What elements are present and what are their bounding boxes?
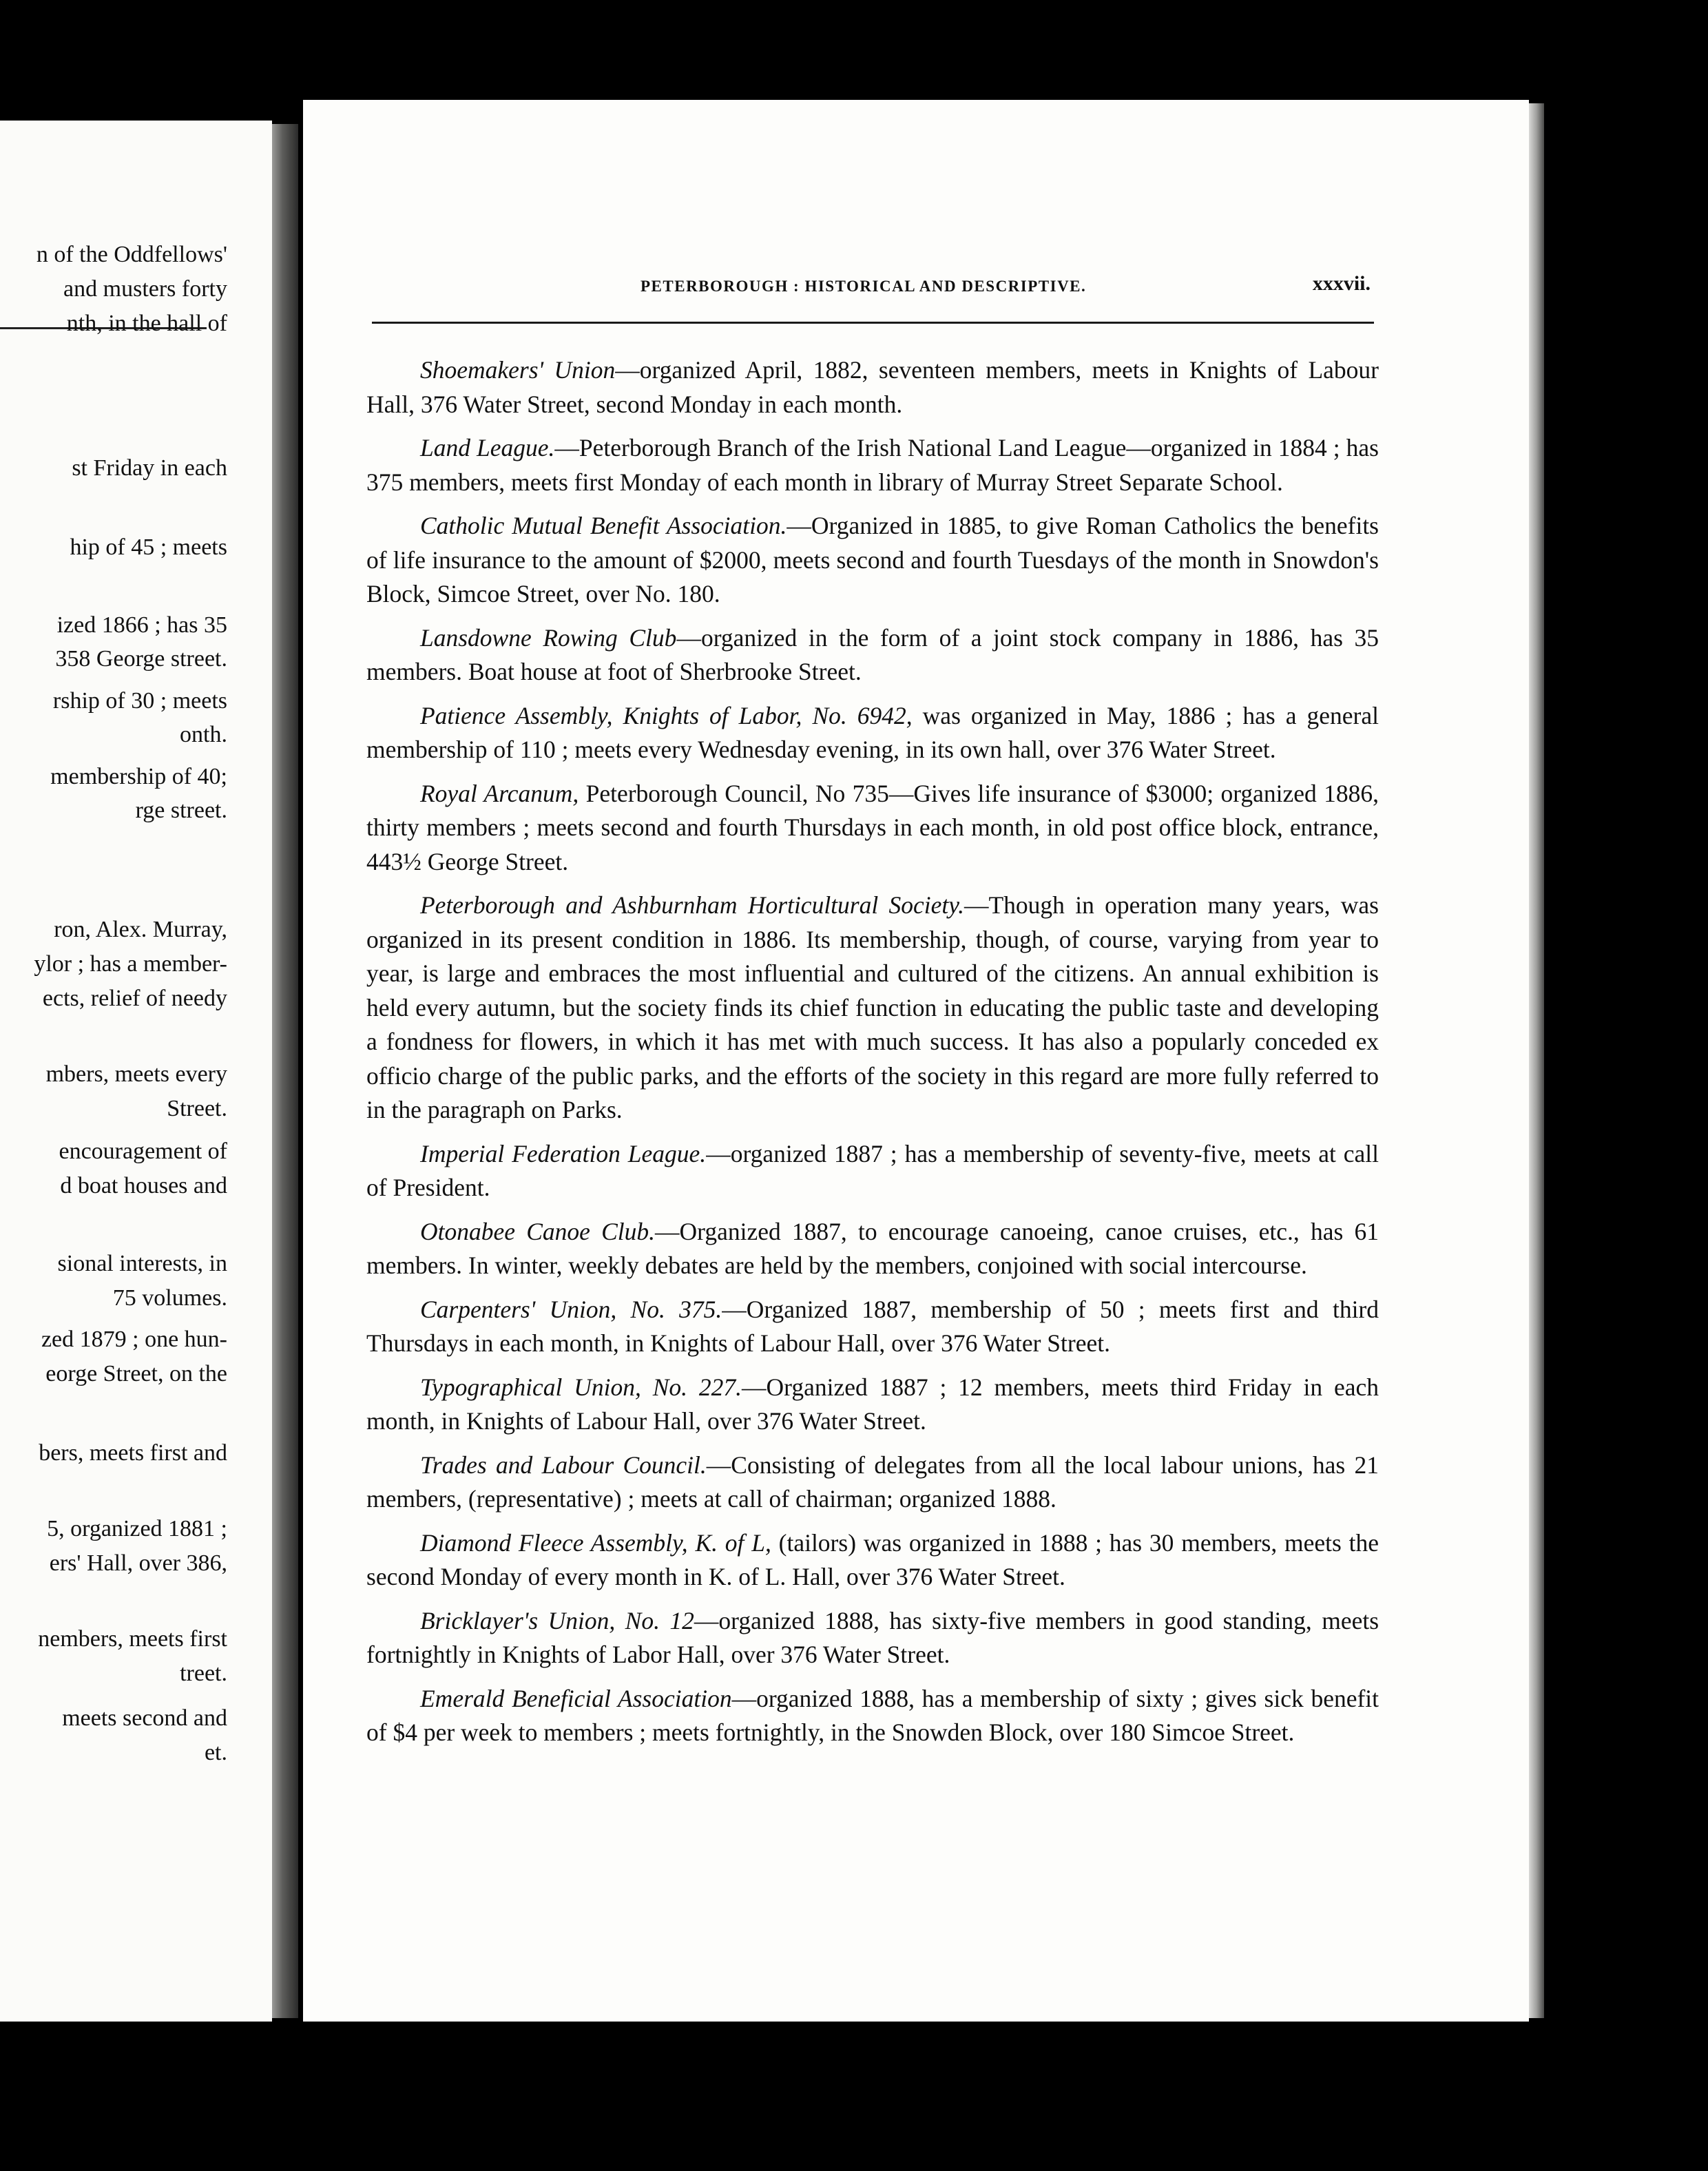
entry-title: Typographical Union, No. 227. [420, 1373, 742, 1401]
entry-text: —Consisting of delegates from all the local labour unions, has 21 members, (representative) ; meets at call of chairman; organized 1888. [366, 1451, 1379, 1513]
previous-page-line: mbers, meets every [45, 1061, 227, 1087]
previous-page-line: n of the Oddfellows' [36, 242, 227, 267]
previous-page-line: ylor ; has a member- [34, 951, 227, 977]
previous-page-line: zed 1879 ; one hun- [41, 1327, 227, 1352]
page-edge [1529, 103, 1544, 2018]
entry-title: Lansdowne Rowing Club [420, 623, 677, 652]
entry-title: Trades and Labour Council. [420, 1451, 707, 1479]
entry-paragraph [366, 777, 1379, 880]
previous-page-line: 358 George street. [55, 646, 227, 672]
entry-text: —Organized in 1885, to give Roman Catholics the benefits of life insurance to the amount of $2000, meets second and fourth Tuesdays of the month in Snowdon's Block, Simcoe Street, over No. 180. [366, 512, 1379, 607]
entry-title: Catholic Mutual Benefit Association. [420, 512, 787, 539]
previous-page-line: nembers, meets first [38, 1626, 227, 1652]
entry-text: —Organized 1887 ; 12 members, meets third Friday in each month, in Knights of Labour Hall, over 376 Water Street. [366, 1373, 1379, 1435]
entry-paragraph [366, 1215, 1379, 1283]
previous-page-line: 5, organized 1881 ; [47, 1516, 227, 1541]
entry-paragraph [366, 1604, 1379, 1672]
previous-page-line: rge street. [135, 798, 227, 823]
page-body [366, 353, 1379, 1760]
entry-text: —organized in the form of a joint stock company in 1886, has 35 members. Boat house at foot of Sherbrooke Street. [366, 623, 1379, 685]
entry-text: —Peterborough Branch of the Irish National Land League—organized in 1884 ; has 375 members, meets first Monday of each month in library of Murray Street Separate School. [366, 434, 1379, 496]
entry-text: (tailors) was organized in 1888 ; has 30 members, meets the second Monday of every month in K. of L. Hall, over 376 Water Street. [366, 1528, 1379, 1590]
previous-page-line: hip of 45 ; meets [70, 534, 227, 560]
entry-title: Imperial Federation League. [420, 1139, 707, 1167]
previous-page-line: and musters forty [63, 276, 227, 302]
entry-text: —organized April, 1882, seventeen members, meets in Knights of Labour Hall, 376 Water Street, second Monday in each month. [366, 356, 1379, 418]
previous-page-line: et. [204, 1740, 227, 1765]
previous-page-line: meets second and [62, 1705, 227, 1731]
entry-title: Emerald Beneficial Association [420, 1684, 732, 1712]
previous-page-line: 75 volumes. [112, 1285, 227, 1311]
previous-page-line: rship of 30 ; meets [52, 688, 227, 714]
entry-paragraph [366, 1682, 1379, 1750]
header-rule [372, 322, 1374, 324]
entry-title: Patience Assembly, Knights of Labor, No. 6942, [420, 701, 913, 729]
entry-paragraph [366, 889, 1379, 1128]
previous-page-line: d boat houses and [60, 1173, 227, 1198]
entry-paragraph [366, 353, 1379, 422]
entry-paragraph [366, 1448, 1379, 1517]
previous-page-line: ized 1866 ; has 35 [56, 612, 227, 638]
entry-title: Otonabee Canoe Club. [420, 1217, 656, 1245]
book-page [303, 100, 1529, 2022]
page-header [303, 272, 1529, 305]
previous-page-line: bers, meets first and [39, 1440, 227, 1466]
running-head: PETERBOROUGH : HISTORICAL AND DESCRIPTIVE. [640, 278, 1087, 295]
entry-paragraph [366, 1137, 1379, 1205]
entry-text: —Though in operation many years, was organized in its present condition in 1886. Its membership, though, of course, varying from year to year, is large and embraces the most influential and cultured of the citizens. An annual exhibition is held every autumn, but the society finds its chief function in educating the public taste and developing a fondness for flowers, in which it has met with much success. It has also a popularly conceded ex officio charge of the public parks, and the efforts of the society in this regard are more fully referred to in the paragraph on Parks. [366, 891, 1379, 1123]
entry-title: Bricklayer's Union, No. 12 [420, 1606, 694, 1634]
entry-text: was organized in May, 1886 ; has a general membership of 110 ; meets every Wednesday evening, in its own hall, over 376 Water Street. [366, 701, 1379, 763]
book-gutter [272, 124, 298, 2018]
previous-page-line: ron, Alex. Murray, [54, 917, 227, 942]
previous-page-line: nth, in the hall of [66, 311, 227, 336]
entry-title: Carpenters' Union, No. 375. [420, 1295, 722, 1323]
entry-paragraph [366, 621, 1379, 689]
entry-paragraph [366, 431, 1379, 499]
entry-paragraph [366, 1371, 1379, 1439]
entry-title: Land League. [420, 434, 555, 461]
entry-text: —Organized 1887, membership of 50 ; meets first and third Thursdays in each month, in Knights of Labour Hall, over 376 Water Street. [366, 1295, 1379, 1357]
entry-text: —organized 1888, has a membership of sixty ; gives sick benefit of $4 per week to members ; meets fortnightly, in the Snowden Block, over 180 Simcoe Street. [366, 1684, 1379, 1746]
entry-title: Royal Arcanum, [420, 779, 579, 807]
entry-paragraph [366, 699, 1379, 767]
previous-page-line: membership of 40; [50, 764, 227, 789]
previous-page-line: onth. [180, 722, 227, 747]
previous-page-line: Street. [167, 1096, 227, 1121]
entry-paragraph [366, 509, 1379, 612]
entry-title: Shoemakers' Union [420, 356, 616, 384]
entry-text: Peterborough Council, No 735—Gives life insurance of $3000; organized 1886, thirty members ; meets second and fourth Thursdays in each month, in old post office block, entrance, 443½ George Street. [366, 779, 1379, 875]
previous-page-line: eorge Street, on the [45, 1361, 227, 1386]
entry-text: —organized 1888, has sixty-five members in good standing, meets fortnightly in Knights of Labor Hall, over 376 Water Street. [366, 1606, 1379, 1668]
entry-paragraph [366, 1526, 1379, 1595]
entry-text: —Organized 1887, to encourage canoeing, canoe cruises, etc., has 61 members. In winter, weekly debates are held by the members, conjoined with social intercourse. [366, 1217, 1379, 1279]
previous-page-line: ects, relief of needy [42, 986, 227, 1011]
entry-title: Peterborough and Ashburnham Horticultural Society. [420, 891, 964, 919]
previous-page-line: treet. [180, 1661, 227, 1686]
entry-paragraph [366, 1293, 1379, 1361]
previous-page-line: sional interests, in [57, 1251, 227, 1276]
entry-title: Diamond Fleece Assembly, K. of L, [420, 1528, 771, 1557]
previous-page-line: st Friday in each [72, 455, 227, 481]
entry-text: —organized 1887 ; has a membership of seventy-five, meets at call of President. [366, 1139, 1379, 1201]
previous-page-line: encouragement of [59, 1139, 227, 1164]
previous-page-fragment [0, 121, 272, 2022]
page-number: xxxvii. [1312, 272, 1371, 295]
previous-page-line: ers' Hall, over 386, [49, 1550, 227, 1576]
